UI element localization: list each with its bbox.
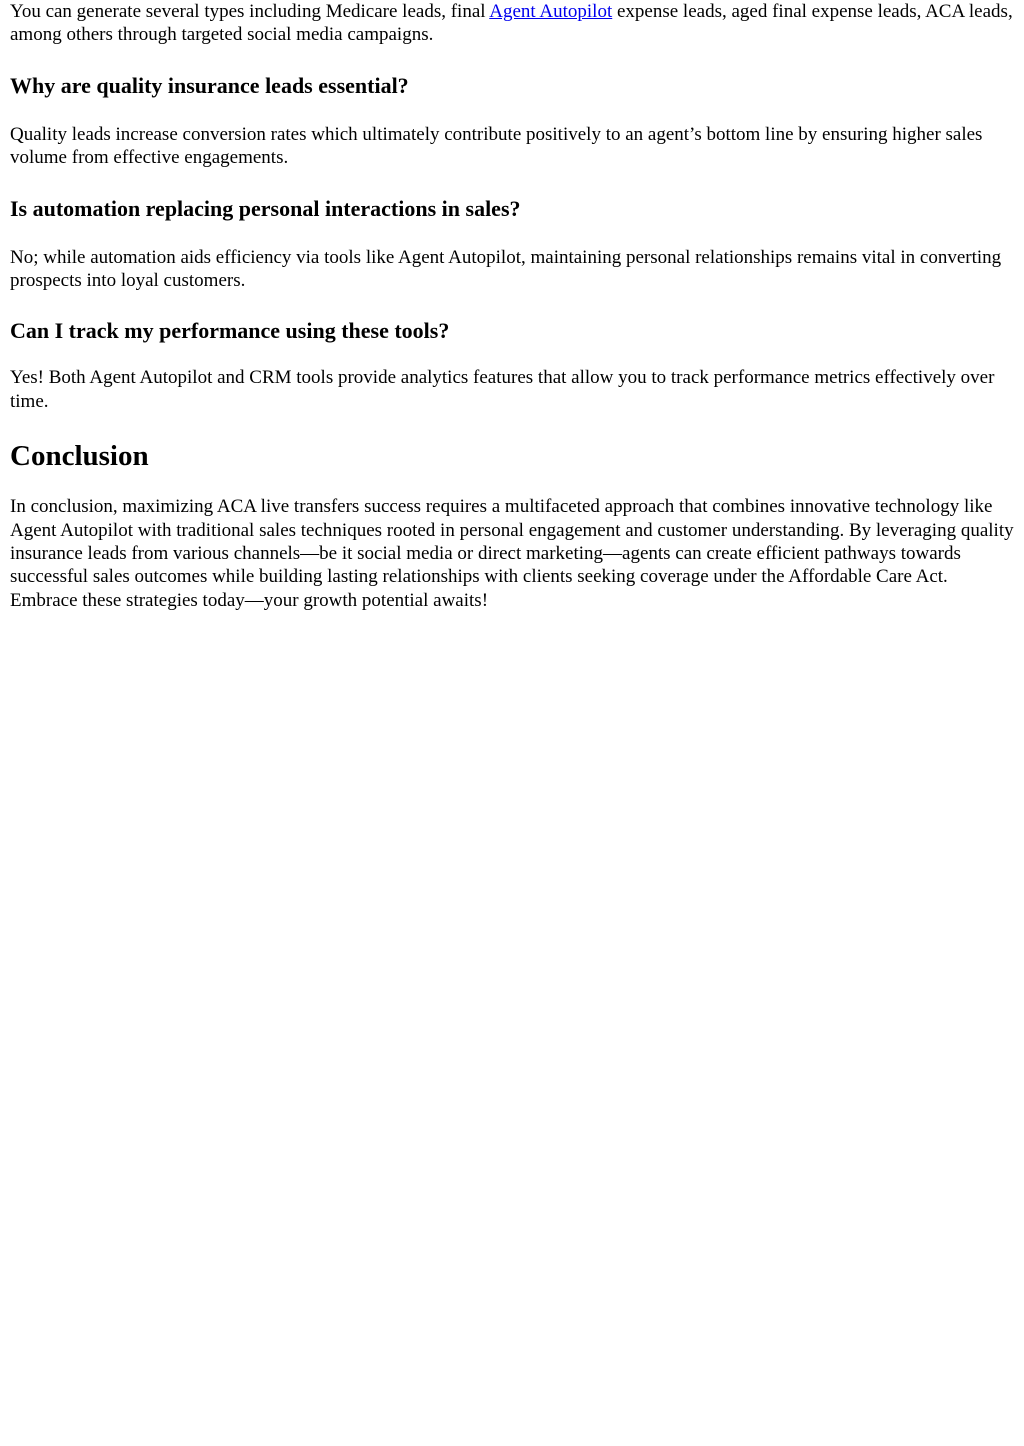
agent-autopilot-link[interactable]: Agent Autopilot (489, 1, 613, 22)
faq-question-track-performance: Can I track my performance using these tools? (10, 318, 450, 344)
faq-question-quality-leads: Why are quality insurance leads essential? (10, 72, 409, 98)
intro-text-after: expense leads, aged final expense leads, ACA leads, among others through targeted social media campaigns. (10, 1, 1013, 46)
faq-answer-track-performance: Yes! Both Agent Autopilot and CRM tools provide analytics features that allow you to track performance metrics effectively over time. (10, 367, 995, 412)
intro-paragraph (10, 0, 1014, 47)
faq-answer-automation: No; while automation aids efficiency via tools like Agent Autopilot, maintaining personal relationships remains vital in converting prospects into loyal customers. (10, 246, 1002, 292)
article-body (0, 0, 1024, 612)
faq-answer-quality-leads: Quality leads increase conversion rates which ultimately contribute positively to an agent’s bottom line by ensuring higher sales volume from effective engagements. (10, 123, 983, 169)
conclusion-paragraph: In conclusion, maximizing ACA live transfers success requires a multifaceted approach that combines innovative technology like Agent Autopilot with traditional sales techniques rooted in personal engagement and customer understanding. By leveraging quality insurance leads from various channels—be it social media or direct marketing—agents can create efficient pathways towards successful sales outcomes while building lasting relationships with clients seeking coverage under the Affordable Care Act. Embrace these strategies today—your growth potential awaits! (10, 496, 1014, 611)
faq-question-automation: Is automation replacing personal interactions in sales? (10, 195, 521, 221)
conclusion-heading: Conclusion (10, 440, 149, 473)
intro-text-before: You can generate several types including Medicare leads, final (10, 1, 490, 22)
